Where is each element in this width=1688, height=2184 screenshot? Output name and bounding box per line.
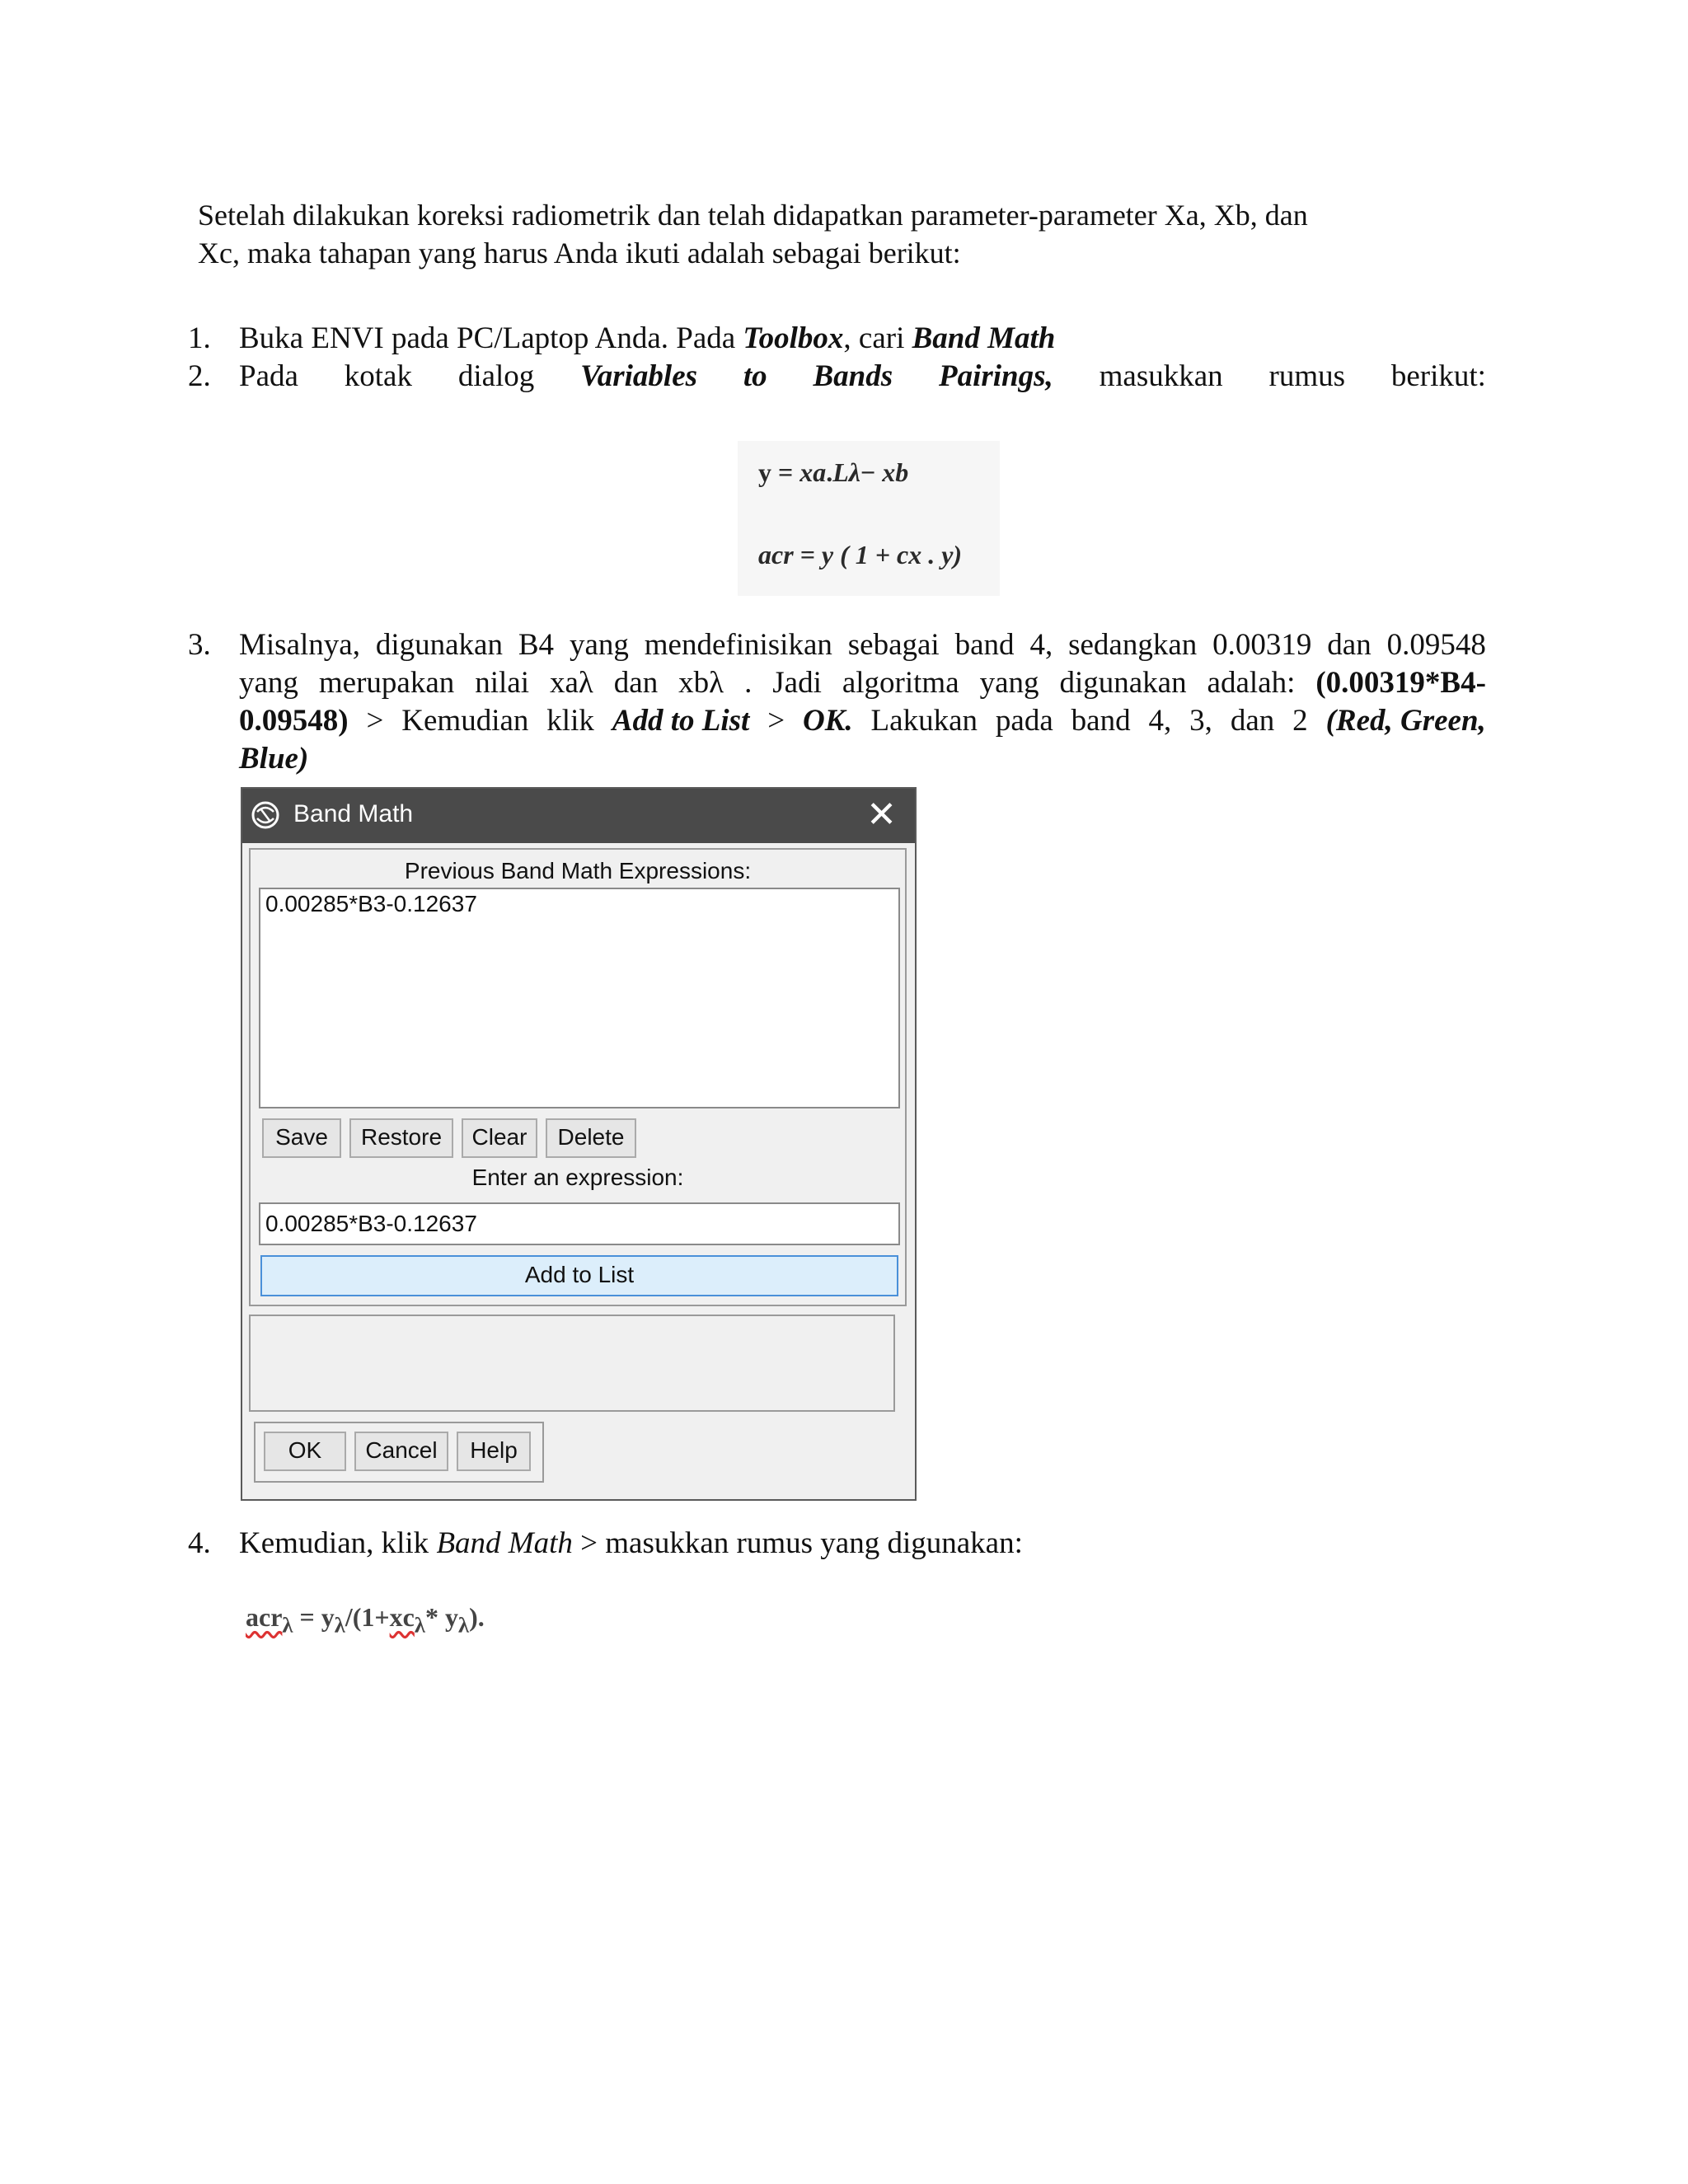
word: .: [744, 666, 753, 700]
word: dan: [1230, 704, 1275, 738]
step-number: 4.: [188, 1526, 211, 1560]
clear-button[interactable]: Clear: [462, 1118, 537, 1158]
word: B4: [518, 628, 555, 662]
step-3-body: [239, 626, 1486, 778]
word: xbλ: [678, 666, 724, 700]
word: masukkan: [1099, 359, 1223, 393]
word: adalah:: [1207, 666, 1296, 700]
band-math-term: Band Math: [912, 321, 1056, 355]
word: rumus: [1268, 359, 1345, 393]
word: yang: [239, 666, 298, 700]
dialog-titlebar: [242, 789, 915, 843]
word: algoritma: [842, 666, 959, 700]
bands-term: Bands: [813, 359, 893, 393]
word: kotak: [344, 359, 412, 393]
formula-subscript: λ: [414, 1612, 425, 1638]
word: 2: [1292, 704, 1308, 738]
word: 4,: [1148, 704, 1172, 738]
pairings-term: Pairings,: [938, 359, 1053, 393]
word: merupakan: [318, 666, 455, 700]
word: 0.09548: [1386, 628, 1486, 662]
word: sebagai: [847, 628, 940, 662]
formula-subscript: λ: [282, 1612, 293, 1638]
step-number: 3.: [188, 628, 211, 662]
word: dan: [1327, 628, 1372, 662]
formula-part: xc: [389, 1602, 415, 1632]
algorithm-start: (0.00319*B4-: [1315, 666, 1486, 700]
formula-subscript: λ: [457, 1612, 470, 1638]
word: yang: [569, 628, 629, 662]
word: Lakukan: [870, 704, 978, 738]
word: dan: [613, 666, 659, 700]
formula-part: −: [860, 457, 883, 487]
word: >: [366, 704, 384, 738]
step-4-text-a: Kemudian, klik: [239, 1526, 437, 1560]
variables-term: Variables: [580, 359, 698, 393]
rgb-term: (Red, Green,: [1325, 704, 1486, 738]
word: xaλ: [549, 666, 593, 700]
close-icon[interactable]: ✕: [866, 794, 897, 835]
formula-part: ).: [469, 1602, 485, 1632]
step-number: 2.: [188, 359, 211, 393]
word: digunakan: [375, 628, 503, 662]
expression-input[interactable]: 0.00285*B3-0.12637: [259, 1202, 900, 1245]
help-button[interactable]: Help: [457, 1432, 531, 1471]
variables-panel: [249, 1315, 895, 1412]
formula-part: /(1+: [345, 1602, 390, 1632]
step-2-line: [239, 358, 1486, 396]
word: 3,: [1189, 704, 1212, 738]
word: Jadi: [772, 666, 822, 700]
formula-part: .: [826, 457, 833, 487]
step-4-text-b: > masukkan rumus yang digunakan:: [572, 1526, 1023, 1560]
cancel-button[interactable]: Cancel: [354, 1432, 448, 1471]
dialog-buttons-panel: [254, 1422, 544, 1483]
word: Misalnya,: [239, 628, 360, 662]
word: Kemudian: [401, 704, 529, 738]
previous-expressions-list[interactable]: [259, 888, 900, 1108]
step-3-line-1: [239, 626, 1486, 664]
acr-formula: [246, 1602, 485, 1638]
word: mendefinisikan: [644, 628, 832, 662]
list-item[interactable]: 0.00285*B3-0.12637: [265, 891, 477, 916]
word: >: [767, 704, 785, 738]
word: dialog: [457, 359, 535, 393]
step-number: 1.: [188, 321, 211, 355]
formula-part: xb: [882, 457, 909, 487]
previous-expressions-label: Previous Band Math Expressions:: [404, 858, 752, 883]
blue-term: Blue): [239, 742, 309, 776]
algorithm-end: 0.09548): [239, 704, 349, 738]
step-1-text-a: Buka ENVI pada PC/Laptop Anda. Pada: [239, 321, 743, 355]
formula-line-1: [758, 457, 908, 488]
toolbox-term: Toolbox: [743, 321, 844, 355]
restore-button[interactable]: Restore: [349, 1118, 453, 1158]
word: yang: [979, 666, 1039, 700]
envi-app-icon: [251, 800, 280, 830]
expressions-panel: [249, 848, 907, 1306]
formula-part: Lλ: [832, 457, 860, 487]
formula-part: acr: [246, 1602, 283, 1632]
intro-line-1: Setelah dilakukan koreksi radiometrik dan telah didapatkan parameter-parameter Xa, Xb, dan: [198, 199, 1308, 232]
ok-button[interactable]: OK: [264, 1432, 346, 1471]
word: 0.00319: [1212, 628, 1312, 662]
formula-part: y =: [758, 457, 800, 487]
formula-part: * y: [424, 1602, 458, 1632]
intro-paragraph: [198, 196, 1484, 272]
word: 4,: [1029, 628, 1053, 662]
word: sedangkan: [1068, 628, 1198, 662]
step-1-text-b: , cari: [843, 321, 912, 355]
word: band: [954, 628, 1015, 662]
formula-subscript: λ: [334, 1612, 345, 1638]
formula-part: = y: [293, 1602, 335, 1632]
step-text: [239, 320, 1486, 358]
word: klik: [546, 704, 594, 738]
word: pada: [995, 704, 1053, 738]
band-math-term: Band Math: [436, 1526, 573, 1560]
to-term: to: [743, 359, 767, 393]
word: berikut:: [1390, 359, 1486, 393]
enter-expression-label: Enter an expression:: [471, 1165, 684, 1190]
formula-image: [738, 441, 1000, 596]
add-to-list-button[interactable]: Add to List: [260, 1255, 898, 1296]
band-math-dialog: [241, 787, 917, 1501]
step-3-line-4: [239, 740, 1486, 778]
delete-button[interactable]: Delete: [546, 1118, 636, 1158]
step-text: [239, 1525, 1486, 1563]
step-3-line-2: [239, 664, 1486, 702]
word: digunakan: [1059, 666, 1187, 700]
word: Pada: [239, 359, 298, 393]
formula-line-2: acr = y ( 1 + cx . y): [758, 540, 963, 569]
word: nilai: [475, 666, 529, 700]
word: band: [1071, 704, 1131, 738]
save-button[interactable]: Save: [262, 1118, 341, 1158]
ok-term: OK.: [802, 704, 853, 738]
step-3-line-3: [239, 702, 1486, 740]
intro-line-2: Xc, maka tahapan yang harus Anda ikuti adalah sebagai berikut:: [198, 237, 961, 269]
formula-part: xa: [799, 457, 827, 487]
add-to-list-term: Add to List: [612, 704, 750, 738]
dialog-title: Band Math: [293, 800, 414, 827]
